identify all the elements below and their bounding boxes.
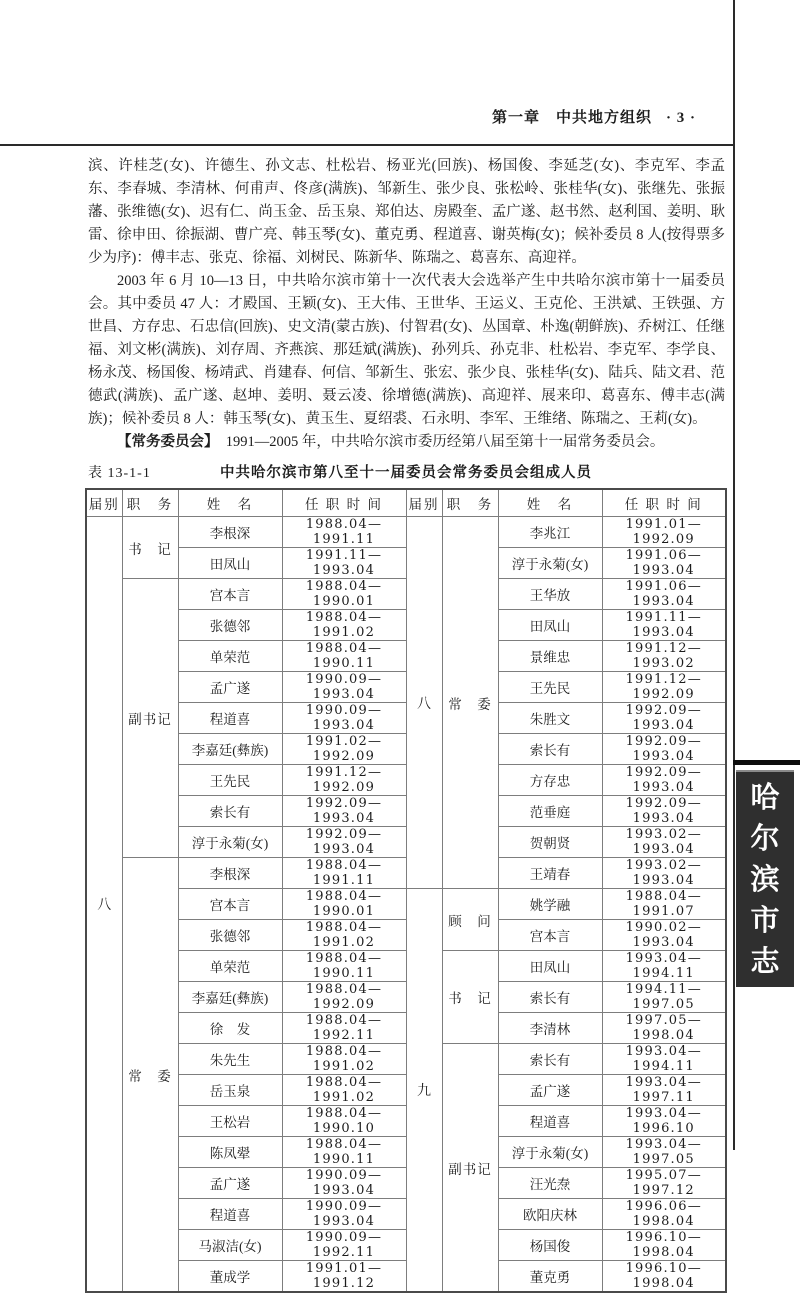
- tenure-cell: 1991.11—1993.04: [282, 548, 406, 579]
- tenure-cell: 1991.06—1993.04: [602, 579, 726, 610]
- name-cell: 索长有: [498, 1044, 602, 1075]
- tenure-cell: 1988.04—1991.02: [282, 920, 406, 951]
- name-cell: 贺朝贤: [498, 827, 602, 858]
- name-cell: 董克勇: [498, 1261, 602, 1293]
- spine-character: 尔: [750, 821, 780, 855]
- tenure-cell: 1992.09—1993.04: [602, 703, 726, 734]
- tenure-cell: 1993.02—1993.04: [602, 858, 726, 889]
- name-cell: 宫本言: [178, 579, 282, 610]
- tenure-cell: 1988.04—1990.10: [282, 1106, 406, 1137]
- name-cell: 王靖春: [498, 858, 602, 889]
- paragraph-tenth-committee-members: 滨、许桂芝(女)、许德生、孙文志、杜松岩、杨亚光(回族)、杨国俊、李延芝(女)、李克军、李孟东、李春城、李清林、何甫声、佟彦(满族)、邹新生、张少良、张松岭、张桂华(女)、张继先、张振藩、张维德(女)、迟有仁、尚玉金、岳玉泉、郑伯达、房殿奎、孟广遂、赵书然、赵利国、姜明、耿雷、徐申田、徐振湖、曹广亮、韩玉琴(女)、董克勇、程道喜、谢英梅(女)；候补委员 8 人(按得票多少为序)：傅丰志、张克、徐福、刘树民、陈新华、陈瑞之、葛喜东、高迎祥。: [88, 158, 725, 266]
- table-row: [86, 889, 726, 920]
- standing-committee-table: [85, 488, 727, 1293]
- name-cell: 索长有: [178, 796, 282, 827]
- tenure-cell: 1988.04—1991.02: [282, 610, 406, 641]
- tenure-cell: 1988.04—1990.01: [282, 889, 406, 920]
- header-rule: [0, 144, 733, 146]
- role-cell: 常 委: [122, 858, 178, 1293]
- role-cell: 副书记: [122, 579, 178, 858]
- name-cell: 朱先生: [178, 1044, 282, 1075]
- role-cell: 副书记: [442, 1044, 498, 1293]
- tenure-cell: 1992.09—1993.04: [602, 734, 726, 765]
- page-number: · 3 ·: [665, 110, 696, 126]
- spine-character: 哈: [750, 780, 780, 814]
- table-caption: [85, 458, 727, 488]
- page-edge-rule: [733, 0, 735, 1150]
- name-cell: 范垂庭: [498, 796, 602, 827]
- tenure-cell: 1988.04—1990.11: [282, 641, 406, 672]
- tenure-cell: 1993.04—1994.11: [602, 1044, 726, 1075]
- tenure-cell: 1991.02—1992.09: [282, 734, 406, 765]
- tenure-cell: 1988.04—1992.11: [282, 1013, 406, 1044]
- name-cell: 王先民: [498, 672, 602, 703]
- era-cell: 八: [406, 517, 442, 889]
- name-cell: 淳于永菊(女): [498, 1137, 602, 1168]
- tenure-cell: 1991.06—1993.04: [602, 548, 726, 579]
- tenure-cell: 1990.09—1993.04: [282, 1168, 406, 1199]
- entry-text: 1991—2005 年，中共哈尔滨市委历经第八届至第十一届常务委员会。: [211, 434, 665, 450]
- entry-heading: 【常务委员会】: [117, 434, 212, 450]
- name-cell: 淳于永菊(女): [178, 827, 282, 858]
- tenure-cell: 1993.04—1996.10: [602, 1106, 726, 1137]
- tenure-cell: 1993.02—1993.04: [602, 827, 726, 858]
- tenure-cell: 1988.04—1990.11: [282, 951, 406, 982]
- name-cell: 程道喜: [178, 1199, 282, 1230]
- name-cell: 田凤山: [178, 548, 282, 579]
- tenure-cell: 1996.10—1998.04: [602, 1230, 726, 1261]
- name-cell: 李嘉廷(彝族): [178, 982, 282, 1013]
- name-cell: 王先民: [178, 765, 282, 796]
- name-cell: 孟广遂: [178, 672, 282, 703]
- tenure-cell: 1992.09—1993.04: [282, 827, 406, 858]
- tenure-cell: 1991.01—1992.09: [602, 517, 726, 548]
- tenure-cell: 1996.10—1998.04: [602, 1261, 726, 1293]
- book-spine-tab: [736, 770, 794, 987]
- column-header: 届别: [86, 489, 122, 517]
- tenure-cell: 1988.04—1990.01: [282, 579, 406, 610]
- tenure-cell: 1996.06—1998.04: [602, 1199, 726, 1230]
- name-cell: 王华放: [498, 579, 602, 610]
- name-cell: 张德邻: [178, 610, 282, 641]
- name-cell: 李清林: [498, 1013, 602, 1044]
- body-text: [88, 155, 725, 455]
- name-cell: 岳玉泉: [178, 1075, 282, 1106]
- name-cell: 徐 发: [178, 1013, 282, 1044]
- tenure-cell: 1990.02—1993.04: [602, 920, 726, 951]
- table-number: 表 13-1-1: [88, 466, 151, 481]
- tenure-cell: 1992.09—1993.04: [602, 765, 726, 796]
- tenure-cell: 1991.12—1993.02: [602, 641, 726, 672]
- tenure-cell: 1988.04—1991.02: [282, 1044, 406, 1075]
- spine-character: 市: [750, 903, 780, 937]
- name-cell: 李根深: [178, 517, 282, 548]
- tenure-cell: 1988.04—1991.07: [602, 889, 726, 920]
- table-header: [86, 489, 726, 517]
- name-cell: 田凤山: [498, 951, 602, 982]
- tenure-cell: 1988.04—1992.09: [282, 982, 406, 1013]
- tenure-cell: 1991.01—1991.12: [282, 1261, 406, 1293]
- name-cell: 陈凤翚: [178, 1137, 282, 1168]
- name-cell: 董成学: [178, 1261, 282, 1293]
- column-header: 职 务: [442, 489, 498, 517]
- name-cell: 方存忠: [498, 765, 602, 796]
- tenure-cell: 1993.04—1997.11: [602, 1075, 726, 1106]
- name-cell: 杨国俊: [498, 1230, 602, 1261]
- tenure-cell: 1993.04—1994.11: [602, 951, 726, 982]
- table-section: [85, 458, 727, 1293]
- tenure-cell: 1988.04—1991.02: [282, 1075, 406, 1106]
- chapter-title: 第一章 中共地方组织: [491, 110, 652, 126]
- paragraph-standing-committee-intro: [88, 431, 725, 454]
- name-cell: 朱胜文: [498, 703, 602, 734]
- column-header: 任 职 时 间: [602, 489, 726, 517]
- column-header: 届别: [406, 489, 442, 517]
- tenure-cell: 1988.04—1990.11: [282, 1137, 406, 1168]
- tenure-cell: 1995.07—1997.12: [602, 1168, 726, 1199]
- name-cell: 孟广遂: [178, 1168, 282, 1199]
- name-cell: 王松岩: [178, 1106, 282, 1137]
- name-cell: 张德邻: [178, 920, 282, 951]
- name-cell: 单荣范: [178, 641, 282, 672]
- name-cell: 欧阳庆林: [498, 1199, 602, 1230]
- name-cell: 宫本言: [178, 889, 282, 920]
- tenure-cell: 1992.09—1993.04: [602, 796, 726, 827]
- column-header: 职 务: [122, 489, 178, 517]
- tenure-cell: 1991.12—1992.09: [602, 672, 726, 703]
- table-row: [86, 517, 726, 548]
- name-cell: 程道喜: [178, 703, 282, 734]
- name-cell: 索长有: [498, 982, 602, 1013]
- tenure-cell: 1991.12—1992.09: [282, 765, 406, 796]
- name-cell: 单荣范: [178, 951, 282, 982]
- tenure-cell: 1990.09—1993.04: [282, 703, 406, 734]
- tenure-cell: 1993.04—1997.05: [602, 1137, 726, 1168]
- name-cell: 李嘉廷(彝族): [178, 734, 282, 765]
- name-cell: 李兆江: [498, 517, 602, 548]
- name-cell: 索长有: [498, 734, 602, 765]
- tenure-cell: 1990.09—1992.11: [282, 1230, 406, 1261]
- role-cell: 书 记: [442, 951, 498, 1044]
- tenure-cell: 1988.04—1991.11: [282, 517, 406, 548]
- book-title-vertical: [750, 777, 779, 982]
- tenure-cell: 1991.11—1993.04: [602, 610, 726, 641]
- column-header: 姓 名: [178, 489, 282, 517]
- role-cell: 常 委: [442, 517, 498, 889]
- tenure-cell: 1990.09—1993.04: [282, 1199, 406, 1230]
- era-cell: 九: [406, 889, 442, 1293]
- name-cell: 淳于永菊(女): [498, 548, 602, 579]
- name-cell: 景维忠: [498, 641, 602, 672]
- name-cell: 田凤山: [498, 610, 602, 641]
- role-cell: 书 记: [122, 517, 178, 579]
- name-cell: 姚学融: [498, 889, 602, 920]
- tenure-cell: 1990.09—1993.04: [282, 672, 406, 703]
- name-cell: 汪光焘: [498, 1168, 602, 1199]
- spine-character: 滨: [750, 862, 780, 896]
- spine-tab-top-bar: [733, 760, 800, 765]
- tenure-cell: 1992.09—1993.04: [282, 796, 406, 827]
- name-cell: 李根深: [178, 858, 282, 889]
- name-cell: 宫本言: [498, 920, 602, 951]
- running-head: [492, 106, 696, 127]
- spine-character: 志: [750, 944, 780, 978]
- column-header: 任 职 时 间: [282, 489, 406, 517]
- era-cell: 八: [86, 517, 122, 1293]
- table-title: 中共哈尔滨市第八至十一届委员会常务委员会组成人员: [220, 465, 592, 481]
- name-cell: 程道喜: [498, 1106, 602, 1137]
- column-header: 姓 名: [498, 489, 602, 517]
- tenure-cell: 1997.05—1998.04: [602, 1013, 726, 1044]
- name-cell: 孟广遂: [498, 1075, 602, 1106]
- paragraph-eleventh-congress: 2003 年 6 月 10—13 日，中共哈尔滨市第十一次代表大会选举产生中共哈尔滨市第十一届委员会。其中委员 47 人：才殿国、王颖(女)、王大伟、王世华、王运义、王克伦、王洪斌、王铁强、方世昌、方存忠、石忠信(回族)、史文清(蒙古族)、付智君(女)、丛国章、朴逸(朝鲜族)、乔树江、任继福、刘文彬(满族)、刘存周、齐燕滨、那廷斌(满族)、孙列兵、孙克非、杜松岩、李克军、李学良、杨永茂、杨国俊、杨靖武、肖建春、何信、邹新生、张宏、张少良、张桂华(女)、陆兵、陆文君、范德武(满族)、孟广遂、赵坤、姜明、聂云凌、徐增德(满族)、高迎祥、展来印、葛喜东、傅丰志(满族)；候补委员 8 人：韩玉琴(女)、黄玉生、夏绍裘、石永明、李军、王维绪、陈瑞之、王莉(女)。: [88, 273, 725, 427]
- tenure-cell: 1988.04—1991.11: [282, 858, 406, 889]
- tenure-cell: 1994.11—1997.05: [602, 982, 726, 1013]
- name-cell: 马淑洁(女): [178, 1230, 282, 1261]
- role-cell: 顾 问: [442, 889, 498, 951]
